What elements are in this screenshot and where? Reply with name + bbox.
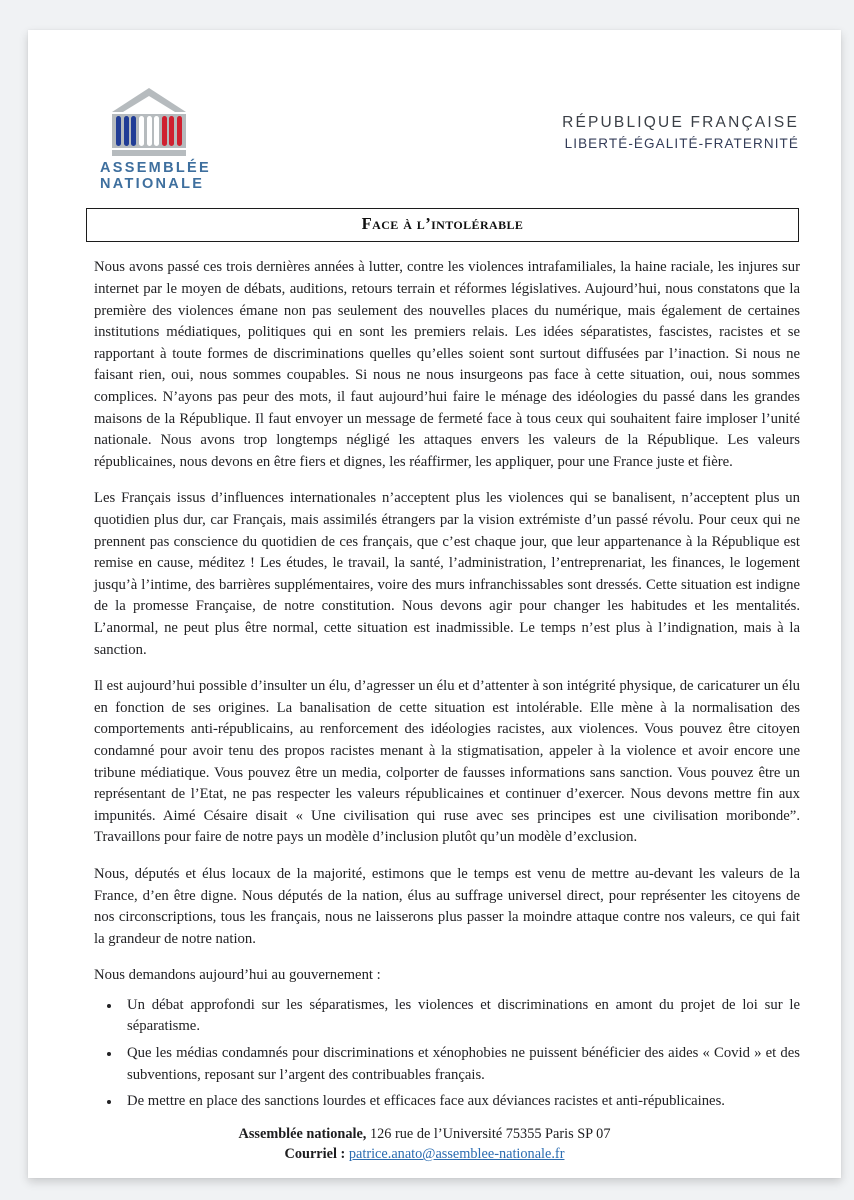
letterhead — [94, 88, 799, 192]
paragraph-2: Les Français issus d’influences internationales n’acceptent plus les violences qui se banalisent, n’acceptent plus un quotidien plus dur, car Français, mais assimilés étrangers par la vision extrémiste d’un passé révolu. Pour ceux qui ne prennent pas conscience du quotidien de ces français, que c’est chaque jour, que leur appartenance à la République est remise en cause, méditez ! Les études, le travail, la santé, l’administration, l’entreprenariat, les finances, le logement jusqu’à l’intime, des barrières supplémentaires, voire des murs infranchissables sont dressés. Cette situation est indigne de la promesse Française, de notre constitution. Nous devons agir pour changer les habitudes et les mentalités. L’anormal, ne peut plus être normal, cette situation est inadmissible. Le temps n’est plus à l’indignation, mais à la sanction. — [94, 490, 800, 658]
paragraph-4: Nous, députés et élus locaux de la majorité, estimons que le temps est venu de mettre au-devant les valeurs de la France, d’en être digne. Nous députés de la nation, élus au suffrage universel direct, pour représenter les citoyens de nos circonscriptions, tous les français, nous ne laisserons plus passer la moindre attaque contre nos valeurs, ce qui fait la grandeur de notre nation. — [94, 865, 800, 947]
demand-item-1: • Un débat approfondi sur les séparatismes, les violences et discriminations en amont du projet de loi sur le séparatisme. — [121, 995, 800, 1038]
footer-email-line — [28, 1144, 821, 1164]
demand-item-2: • Que les médias condamnés pour discriminations et xénophobies ne puissent bénéficier des aides « Covid » et des subventions, reposant sur l’argent des contribuables français. — [121, 1043, 800, 1086]
paragraph-1: Nous avons passé ces trois dernières années à lutter, contre les violences intrafamiliales, la haine raciale, les injures sur internet par le moyen de débats, auditions, retours terrain et réformes législatives. Aujourd’hui, nous constatons que la première des violences émane non pas seulement des nouvelles places du numérique, mais également de certaines institutions médiatiques, politiques qui en sont les premiers relais. Les idées séparatistes, fascistes, racistes et se rapportant à toute formes de discriminations quelles qu’elles soient sont surtout diffusées par l’inaction. Si nous ne faisant rien, oui, nous sommes coupables. Si nous ne nous insurgeons pas face à cette situation, oui, nous sommes complices. N’ayons pas peur des mots, il faut aujourd’hui faire le ménage des idéologies du passé dans les grandes maisons de la République. Il faut envoyer un message de fermeté face à tous ceux qui souhaitent faire imploser l’unité nationale. Nous avons trop longtemps négligé les attaques envers les valeurs de la République. Les valeurs républicaines, nous devons en être fiers et dignes, les réaffirmer, les appliquer, pour une France juste et fière. — [94, 259, 800, 470]
republic-motto: LIBERTÉ-ÉGALITÉ-FRATERNITÉ — [564, 136, 799, 151]
footer-org-name: Assemblée nationale, — [238, 1126, 367, 1142]
letter-footer — [28, 1124, 821, 1164]
tricolor-columns-icon — [112, 114, 186, 148]
document-title-box — [86, 208, 799, 242]
demand-item-3: • De mettre en place des sanctions lourdes et efficaces face aux déviances racistes et anti-républicaines. — [121, 1091, 800, 1113]
assemblee-temple-icon — [112, 88, 186, 156]
temple-pediment-icon — [112, 88, 186, 112]
paragraph-3: Il est aujourd’hui possible d’insulter un élu, d’agresser un élu et d’attenter à son intégrité physique, de caricaturer un élu en fonction de ses origines. La banalisation de cette situation est intolérable. Elle mène à la normalisation des comportements anti-républicains, au renforcement des idéologies racistes, aux violences. Vous pouvez être citoyen condamné pour avoir tenu des propos racistes menant à la stigmatisation, appeler à la violence et avoir encore une tribune médiatique. Vous pouvez être un media, colporter de fausses informations sans sanction. Vous pouvez être un représentant de l’Etat, ne pas respecter les valeurs républicaines et continuer d’exercer. Nous devons mettre fin aux impunités. Aimé Césaire disait « Une civilisation qui ruse avec ses principes est une civilisation moribonde”. Travaillons pour faire de notre pays un modèle d’inclusion plutôt qu’un modèle d’exclusion. — [94, 678, 800, 846]
logo-line-assemblee: ASSEMBLÉE — [100, 160, 211, 176]
logo-wordmark — [100, 160, 211, 192]
demands-intro: Nous demandons aujourd’hui au gouvernement : — [94, 967, 381, 984]
footer-email-link[interactable]: patrice.anato@assemblee-nationale.fr — [348, 1146, 565, 1162]
demands-list — [100, 995, 800, 1113]
logo-line-nationale: NATIONALE — [100, 176, 205, 193]
document-title: Face à l’intolérable — [361, 214, 524, 234]
footer-address-line — [28, 1124, 821, 1144]
document-page — [28, 30, 841, 1178]
footer-email-label: Courriel : — [284, 1146, 346, 1162]
footer-address: 126 rue de l’Université 75355 Paris SP 07 — [366, 1126, 611, 1142]
assemblee-nationale-logo — [100, 88, 211, 192]
temple-base-icon — [112, 150, 186, 156]
republic-block — [562, 114, 799, 151]
republic-title: RÉPUBLIQUE FRANÇAISE — [562, 114, 799, 131]
letter-body — [94, 257, 800, 1112]
